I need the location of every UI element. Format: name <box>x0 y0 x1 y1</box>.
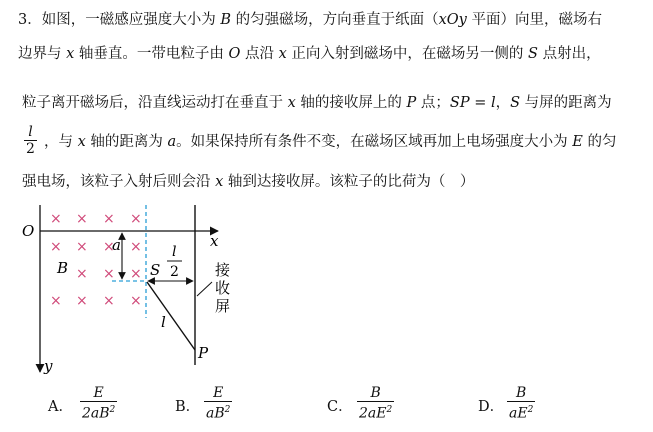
option-c[interactable]: C． <box>327 399 353 415</box>
field-cross-mark: × <box>130 211 142 227</box>
field-cross-mark: × <box>50 293 62 309</box>
distance-a-label: a <box>112 236 121 254</box>
field-b-label: B <box>57 259 69 277</box>
option-b[interactable]: B． <box>175 399 201 415</box>
question-line-5: 强电场，该粒子入射后则会沿 x 轴到达接收屏。该粒子的比荷为（ ） <box>22 174 475 190</box>
x-axis-label: x <box>210 232 219 250</box>
trajectory-sp <box>147 282 195 350</box>
screen-label-char-3: 屏 <box>215 297 231 315</box>
screen-label-char-1: 接 <box>215 261 231 279</box>
field-cross-mark: × <box>103 211 115 227</box>
point-p-label: P <box>198 344 209 362</box>
field-cross-mark: × <box>76 239 88 255</box>
field-cross-mark: × <box>103 239 115 255</box>
option-d[interactable]: D． <box>478 399 505 415</box>
field-cross-mark: × <box>130 293 142 309</box>
field-cross-mark: × <box>76 293 88 309</box>
question-number: 3． <box>18 12 42 28</box>
y-axis-label: y <box>44 357 53 375</box>
option-a[interactable]: A． <box>48 399 73 415</box>
point-s-label: S <box>150 261 161 279</box>
half-l-denominator: 2 <box>170 264 179 280</box>
question-line-1: 3．如图，一磁感应强度大小为 B 的匀强磁场，方向垂直于纸面（xOy 平面）向里，磁场右 <box>18 12 602 28</box>
field-cross-mark: × <box>50 211 62 227</box>
field-cross-mark: × <box>76 211 88 227</box>
origin-label: O <box>22 222 35 240</box>
question-line-2: 边界与 x 轴垂直。一带电粒子由 O 点沿 x 正向入射到磁场中，在磁场另一侧的 S 点射出， <box>18 46 601 62</box>
length-l-label: l <box>161 313 166 331</box>
option-c-fraction: $\frac{B}{2aE^2}$ <box>359 385 393 422</box>
option-b-fraction: $\frac{E}{aB^2}$ <box>206 385 231 422</box>
question-line-3: 粒子离开磁场后，沿直线运动打在垂直于 x 轴的接收屏上的 P 点；SP = l，S 与屏的距离为 <box>22 95 612 111</box>
field-cross-mark: × <box>50 239 62 255</box>
field-cross-mark: × <box>130 266 142 282</box>
field-cross-mark: × <box>103 293 115 309</box>
question-fraction-l-over-2: $\frac{l}{2}$ <box>26 124 35 157</box>
screen-label-char-2: 收 <box>215 279 231 297</box>
option-d-fraction: $\frac{B}{aE^2}$ <box>509 385 534 422</box>
half-l-numerator: l <box>172 244 177 260</box>
screen-label-leader <box>197 282 212 296</box>
field-cross-mark: × <box>130 239 142 255</box>
option-a-fraction: $\frac{E}{2aB^2}$ <box>82 385 116 422</box>
field-cross-mark: × <box>76 266 88 282</box>
question-line-4: ，与 x 轴的距离为 a。如果保持所有条件不变，在磁场区域再加上电场强度大小为 E 的匀 <box>44 134 617 150</box>
field-cross-mark: × <box>103 266 115 282</box>
